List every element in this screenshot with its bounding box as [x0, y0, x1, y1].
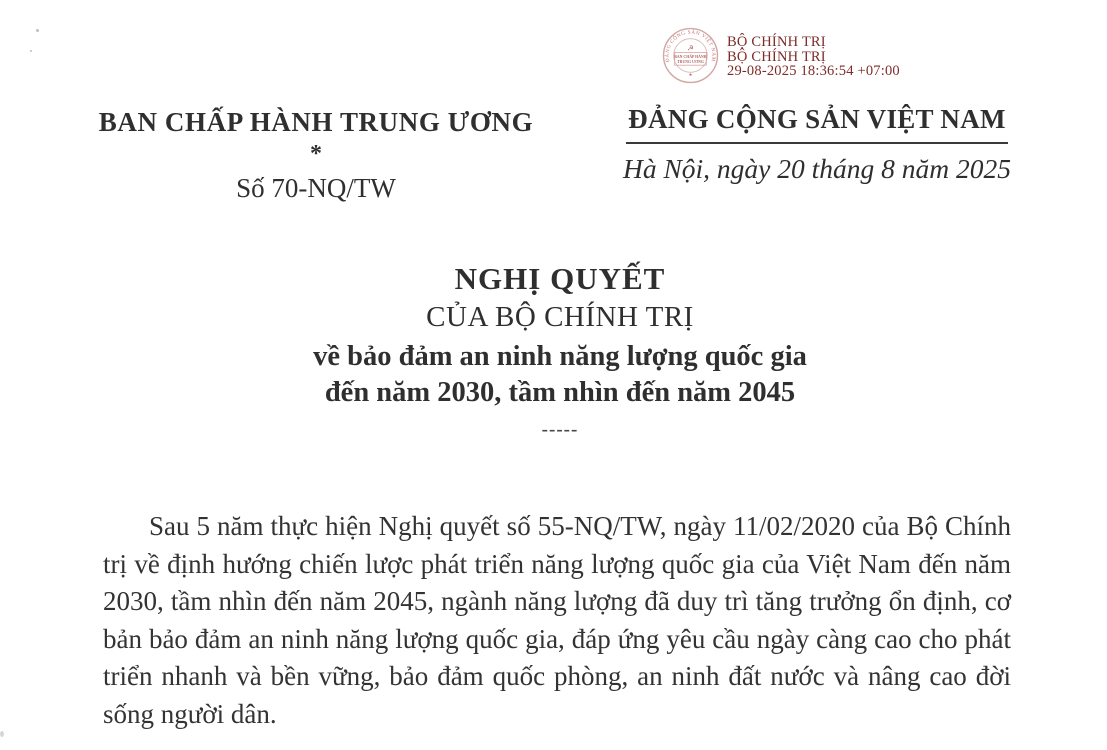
digital-signature-stamp	[661, 26, 900, 85]
scan-speck	[36, 29, 39, 32]
signature-stamp-text	[727, 26, 900, 79]
document-number: Số 70-NQ/TW	[236, 173, 396, 203]
header-party-block	[595, 104, 1039, 185]
title-subject-line2: đến năm 2030, tầm nhìn đến năm 2045	[324, 377, 796, 408]
title-separator: -----	[541, 419, 579, 440]
seal-star-icon: ★	[688, 71, 693, 77]
stamp-signer-line2: BỘ CHÍNH TRỊ	[727, 48, 826, 65]
title-heading: NGHỊ QUYẾT	[454, 261, 666, 296]
place-and-date: Hà Nội, ngày 20 tháng 8 năm 2025	[622, 153, 1012, 184]
stamp-signer-line1: BỘ CHÍNH TRỊ	[727, 34, 826, 50]
stamp-timestamp: 29-08-2025 18:36:54 +07:00	[727, 63, 900, 79]
seal-center-line1: BAN CHẤP HÀNH	[674, 55, 707, 60]
star-separator: *	[310, 141, 322, 167]
seal-emblem-icon: ☭	[687, 43, 694, 53]
seal-center-line2: TRUNG ƯƠNG	[677, 60, 704, 65]
header-issuing-body	[93, 107, 539, 204]
party-name: ĐẢNG CỘNG SẢN VIỆT NAM	[626, 104, 1008, 144]
seal-ring-text: ĐẢNG CỘNG SẢN VIỆT NAM	[664, 29, 717, 63]
scan-speck	[0, 731, 4, 737]
body-paragraph: Sau 5 năm thực hiện Nghị quyết số 55-NQ/TW, ngày 11/02/2020 của Bộ Chính trị về định hướng chiến lược phát triển năng lượng quốc gia của Việt Nam đến năm 2030, tầm nhìn đến năm 2045, ngành năng lượng đã duy trì tăng trưởng ổn định, cơ bản bảo đảm an ninh năng lượng quốc gia, đáp ứng yêu cầu ngày càng cao cho phát triển nhanh và bền vững, bảo đảm quốc phòng, an ninh đất nước và nâng cao đời sống người dân.	[103, 511, 1011, 729]
title-subject-line1: về bảo đảm an ninh năng lượng quốc gia	[313, 341, 807, 372]
scan-speck	[30, 50, 32, 52]
title-issuer: CỦA BỘ CHÍNH TRỊ	[426, 301, 694, 333]
org-name: BAN CHẤP HÀNH TRUNG ƯƠNG	[98, 107, 534, 137]
document-title-block	[10, 261, 1107, 441]
party-seal-icon	[661, 26, 720, 85]
